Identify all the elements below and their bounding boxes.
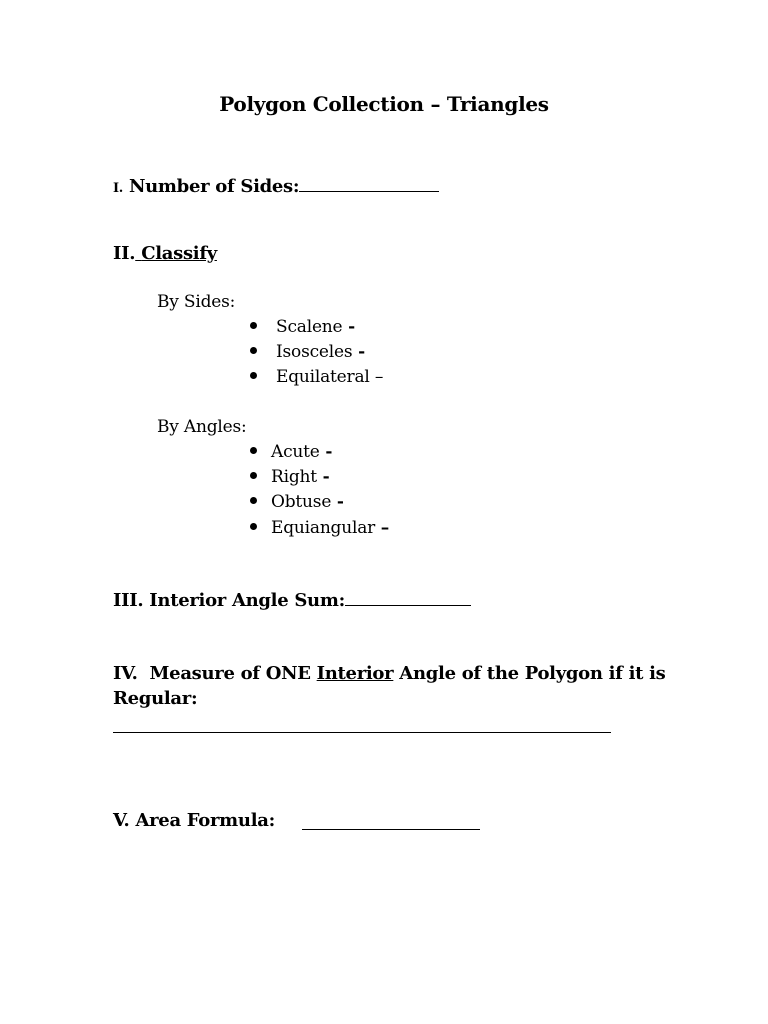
section-label: Number of Sides: bbox=[128, 176, 300, 197]
answer-blank[interactable] bbox=[302, 813, 480, 830]
list-item: Obtuse - bbox=[250, 492, 257, 512]
bullet-icon bbox=[250, 472, 257, 479]
bullet-icon bbox=[250, 447, 257, 454]
list-item: Equilateral – bbox=[250, 367, 257, 387]
section-number-of-sides bbox=[113, 176, 439, 197]
section-interior-angle-sum bbox=[113, 590, 471, 611]
section-label: V. Area Formula: bbox=[113, 810, 275, 831]
list-item: Isosceles - bbox=[250, 342, 257, 362]
section-classify bbox=[113, 243, 217, 264]
section-label: Classify bbox=[141, 243, 217, 264]
by-angles-label: By Angles: bbox=[157, 417, 247, 437]
list-item: Right - bbox=[250, 467, 257, 487]
bullet-icon bbox=[250, 322, 257, 329]
section-numeral: I. bbox=[113, 181, 124, 196]
list-item: Scalene - bbox=[250, 317, 257, 337]
section-interior-angle-measure: IV. Measure of ONE Interior Angle of the Polygon if it is bbox=[113, 663, 666, 684]
section-numeral: II. bbox=[113, 243, 136, 264]
answer-blank[interactable] bbox=[113, 718, 611, 733]
by-sides-label: By Sides: bbox=[157, 292, 236, 312]
section-area-formula bbox=[113, 810, 275, 831]
bullet-icon bbox=[250, 347, 257, 354]
answer-blank[interactable] bbox=[345, 590, 471, 606]
list-item: Acute - bbox=[250, 442, 257, 462]
list-item: Equiangular – bbox=[250, 518, 257, 538]
section-interior-angle-measure-line2: Regular: bbox=[113, 688, 198, 709]
bullet-icon bbox=[250, 497, 257, 504]
bullet-icon bbox=[250, 523, 257, 530]
page-title: Polygon Collection – Triangles bbox=[219, 92, 549, 116]
answer-blank[interactable] bbox=[299, 176, 439, 192]
bullet-icon bbox=[250, 372, 257, 379]
section-label: III. Interior Angle Sum: bbox=[113, 590, 345, 611]
